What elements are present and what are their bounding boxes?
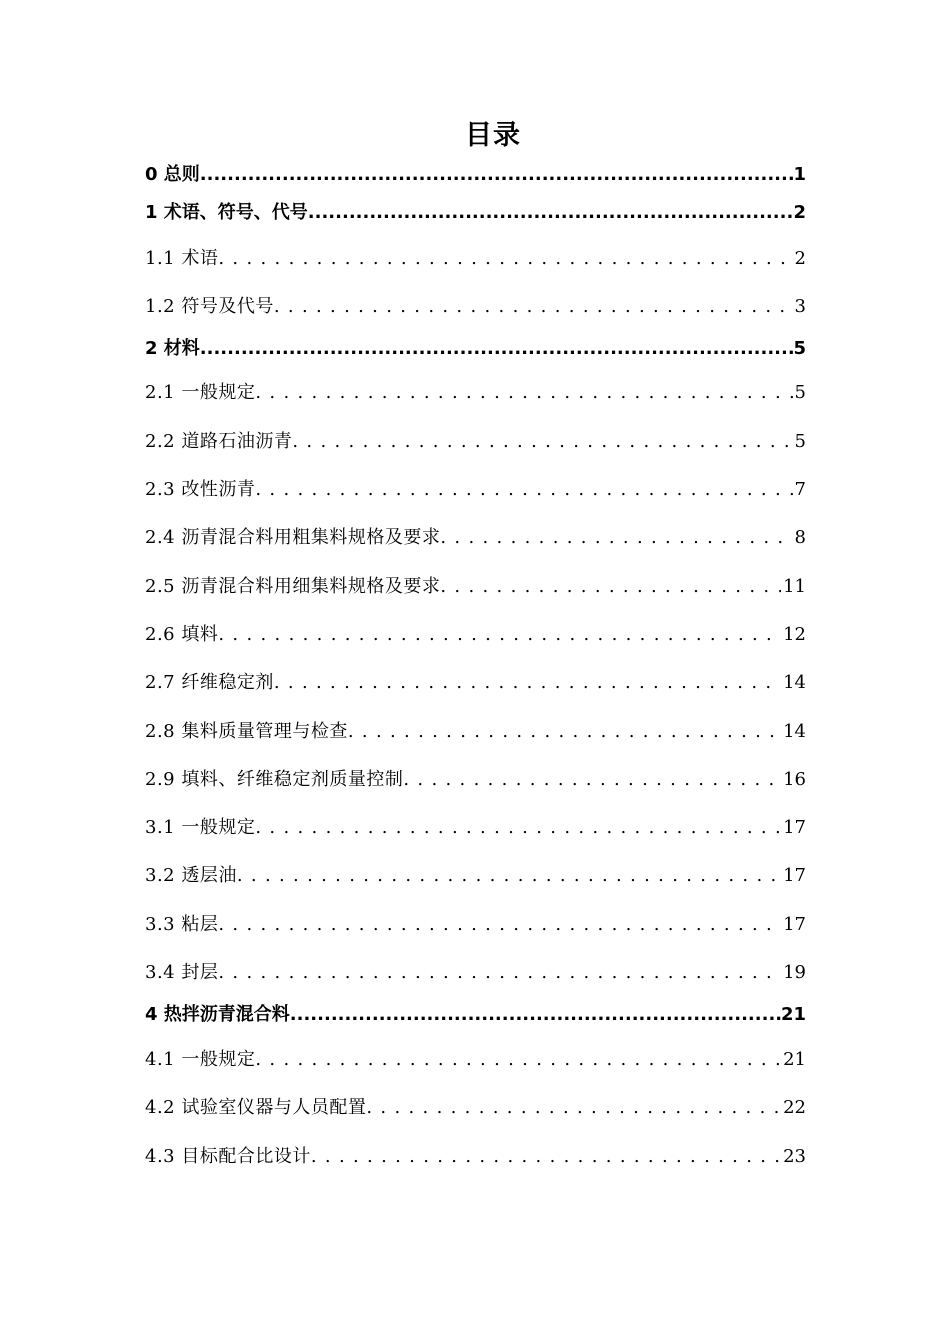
toc-page-number: 5 [794, 382, 806, 403]
toc-entry-label: 4 热拌沥青混合料 [145, 1004, 290, 1025]
toc-entry[interactable] [145, 911, 806, 939]
toc-entry-label: 4.2 试验室仪器与人员配置 [145, 1097, 367, 1118]
toc-page-number: 14 [783, 721, 806, 742]
toc-entry-label: 1 术语、符号、代号 [145, 202, 308, 223]
toc-entry-label: 2.2 道路石油沥青 [145, 431, 293, 452]
toc-page-number: 22 [783, 1097, 806, 1118]
toc-entry-label: 4.3 目标配合比设计 [145, 1146, 311, 1167]
toc-entry-label: 2.6 填料 [145, 624, 219, 645]
toc-entry[interactable] [145, 162, 806, 188]
toc-entry[interactable] [145, 524, 806, 552]
toc-entry[interactable] [145, 1143, 806, 1171]
toc-page-number: 16 [783, 769, 806, 790]
toc-page-number: 21 [783, 1049, 806, 1070]
toc-page-number: 11 [783, 576, 806, 597]
toc-dot-leader [440, 573, 781, 601]
toc-dot-leader [348, 718, 781, 746]
toc-entry[interactable] [145, 200, 806, 226]
toc-entry[interactable] [145, 428, 806, 456]
toc-page-number: 5 [794, 431, 806, 452]
toc-entry-label: 2.8 集料质量管理与检查 [145, 721, 348, 742]
toc-entry-label: 0 总则 [145, 164, 200, 185]
toc-dot-leader [292, 428, 792, 456]
toc-page-number: 17 [783, 817, 806, 838]
toc-dot-leader [403, 766, 781, 794]
toc-entry[interactable] [145, 814, 806, 842]
toc-entry-label: 1.2 符号及代号 [145, 296, 274, 317]
toc-dot-leader [274, 669, 781, 697]
toc-dot-leader [218, 621, 781, 649]
toc-dot-leader [218, 911, 781, 939]
toc-dot-leader [255, 814, 781, 842]
toc-page-number: 1 [793, 164, 806, 185]
toc-entry[interactable] [145, 621, 806, 649]
toc-title: 目录 [465, 120, 521, 151]
toc-entry[interactable] [145, 718, 806, 746]
toc-dot-leader [311, 1143, 781, 1171]
toc-entry[interactable] [145, 336, 806, 362]
toc-entry[interactable] [145, 669, 806, 697]
toc-dot-leader [218, 959, 781, 987]
toc-dot-leader [255, 1046, 781, 1074]
toc-page-number: 7 [794, 479, 806, 500]
toc-dot-leader [200, 336, 794, 362]
toc-page-number: 3 [794, 296, 806, 317]
toc-entry-label: 2.4 沥青混合料用粗集料规格及要求 [145, 527, 441, 548]
toc-entry[interactable] [145, 862, 806, 890]
toc-entry[interactable] [145, 379, 806, 407]
toc-dot-leader [237, 862, 781, 890]
toc-entry-label: 3.1 一般规定 [145, 817, 256, 838]
toc-entry[interactable] [145, 245, 806, 273]
toc-entry-label: 3.2 透层油 [145, 865, 237, 886]
toc-dot-leader [308, 200, 794, 226]
toc-entry-label: 1.1 术语 [145, 248, 219, 269]
toc-dot-leader [218, 245, 792, 273]
toc-entry[interactable] [145, 959, 806, 987]
toc-page-number: 21 [780, 1004, 806, 1025]
toc-page-number: 8 [794, 527, 806, 548]
toc-entry[interactable] [145, 766, 806, 794]
toc-dot-leader [366, 1094, 781, 1122]
toc-entry-label: 2.7 纤维稳定剂 [145, 672, 274, 693]
toc-entry-label: 2.3 改性沥青 [145, 479, 256, 500]
toc-entry-label: 2.5 沥青混合料用细集料规格及要求 [145, 576, 441, 597]
toc-page-number: 2 [793, 202, 806, 223]
toc-page-number: 2 [794, 248, 806, 269]
toc-entry-label: 2 材料 [145, 338, 200, 359]
toc-entry[interactable] [145, 293, 806, 321]
toc-entry-label: 2.1 一般规定 [145, 382, 256, 403]
toc-page-number: 14 [783, 672, 806, 693]
toc-page-number: 17 [783, 865, 806, 886]
toc-entry-label: 4.1 一般规定 [145, 1049, 256, 1070]
toc-entry-label: 3.3 粘层 [145, 914, 219, 935]
toc-page-number: 17 [783, 914, 806, 935]
toc-entry[interactable] [145, 1002, 806, 1028]
toc-entry[interactable] [145, 1094, 806, 1122]
toc-page-number: 23 [783, 1146, 806, 1167]
toc-dot-leader [274, 293, 793, 321]
toc-entry-label: 2.9 填料、纤维稳定剂质量控制 [145, 769, 404, 790]
toc-entry[interactable] [145, 476, 806, 504]
toc-dot-leader [200, 162, 794, 188]
toc-entry-label: 3.4 封层 [145, 962, 219, 983]
toc-dot-leader [440, 524, 792, 552]
toc-page-number: 12 [783, 624, 806, 645]
toc-entry[interactable] [145, 1046, 806, 1074]
toc-entry[interactable] [145, 573, 806, 601]
toc-dot-leader [255, 476, 792, 504]
toc-page-number: 5 [793, 338, 806, 359]
toc-dot-leader [255, 379, 792, 407]
toc-page-number: 19 [783, 962, 806, 983]
toc-dot-leader [290, 1002, 781, 1028]
